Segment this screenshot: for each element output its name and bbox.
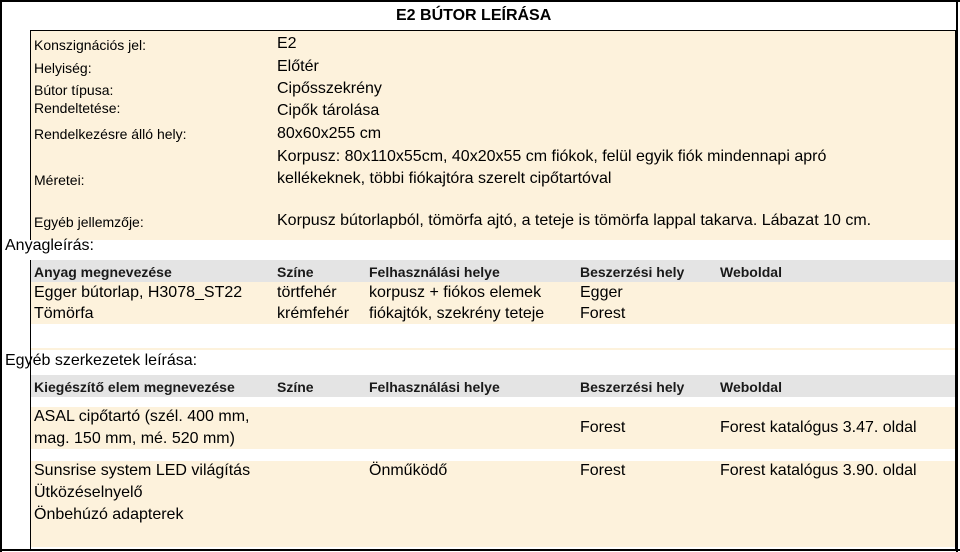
other-row-2-name-line3: Önbehúzó adapterek [34,506,184,523]
material-row-1-source: Egger [580,284,623,301]
left-border [0,0,2,552]
label-egyeb-jellemzoje: Egyéb jellemzője: [34,214,144,230]
other-row-2-name-line1: Sunsrise system LED világítás [34,462,251,479]
value-rendeltetese: Cipők tárolása [277,102,380,119]
other-row-2-name-line2: Ütközéselnyelő [34,484,143,501]
other-header-source: Beszerzési hely [580,379,685,395]
label-konszignacios-jel: Konszignációs jel: [34,37,147,53]
page-title: E2 BÚTOR LEÍRÁSA [396,7,552,24]
other-section-title: Egyéb szerkezetek leírása: [5,352,198,369]
label-helyiseg: Helyiség: [34,60,92,76]
other-header-name: Kiegészítő elem megnevezése [34,379,235,395]
material-row-1-color: törtfehér [277,284,337,301]
other-row-2-use: Önműködő [369,462,448,479]
bottom-border [0,549,960,551]
material-row-1-use: korpusz + fiókos elemek [369,284,542,301]
value-rendelkezesre-allo-hely: 80x60x255 cm [277,125,382,142]
other-row-1-source: Forest [580,419,626,436]
material-row-2-color: krémfehér [277,305,350,322]
materials-header-source: Beszerzési hely [580,264,685,280]
label-rendeltetese: Rendeltetése: [34,100,121,116]
materials-header-use: Felhasználási helye [369,264,500,280]
inner-left-line-2 [30,260,31,550]
other-row-1-name-line1: ASAL cipőtartó (szél. 400 mm, [34,408,250,425]
other-row-1-web: Forest katalógus 3.47. oldal [720,419,917,436]
materials-header-color: Színe [277,264,314,280]
title-divider [30,30,956,31]
value-meretei-line1: Korpusz: 80x110x55cm, 40x20x55 cm fiókok, felül egyik fiók mindennapi apró [277,148,827,165]
right-border [956,0,958,552]
value-butor-tipusa: Cipősszekrény [277,80,382,97]
material-row-2-use: fiókajtók, szekrény teteje [369,305,545,322]
other-header-color: Színe [277,379,314,395]
materials-header-name: Anyag megnevezése [34,264,172,280]
label-rendelkezesre-allo-hely: Rendelkezésre álló hely: [34,126,187,142]
other-row-1-name-line2: mag. 150 mm, mé. 520 mm) [34,430,235,447]
other-header-web: Weboldal [720,379,782,395]
materials-header-web: Weboldal [720,264,782,280]
material-row-2-name: Tömörfa [34,305,94,322]
materials-section-title: Anyagleírás: [5,237,94,254]
label-butor-tipusa: Bútor típusa: [34,82,114,98]
inner-right-line [955,30,956,550]
material-row-1-name: Egger bútorlap, H3078_ST22 [34,284,243,301]
value-konszignacios-jel: E2 [277,35,297,52]
other-row-2-source: Forest [580,462,626,479]
material-row-2-source: Forest [580,305,626,322]
top-border [0,0,960,2]
value-meretei-line2: kellékeknek, többi fiókajtóra szerelt cipőtartóval [277,170,612,187]
other-header-use: Felhasználási helye [369,379,500,395]
other-row-2-web: Forest katalógus 3.90. oldal [720,462,917,479]
value-egyeb-jellemzoje: Korpusz bútorlapból, tömörfa ajtó, a teteje is tömörfa lappal takarva. Lábazat 10 cm. [277,212,872,229]
inner-left-line [30,30,31,240]
value-helyiseg: Előtér [277,58,319,75]
label-meretei: Méretei: [34,172,85,188]
